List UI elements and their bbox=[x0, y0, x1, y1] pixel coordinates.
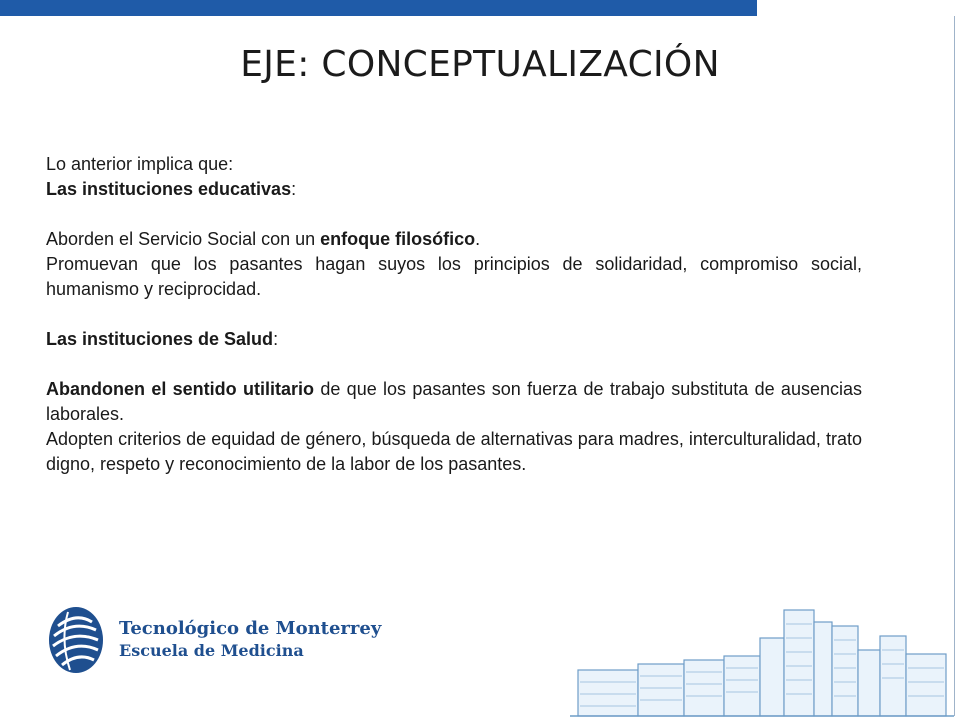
intro-line: Lo anterior implica que: bbox=[46, 154, 234, 174]
logo-school-name: Escuela de Medicina bbox=[119, 641, 304, 660]
p1-pre: Aborden el Servicio Social con un bbox=[46, 229, 321, 249]
paragraph-utilitario bbox=[46, 377, 862, 427]
hospital-buildings-illustration bbox=[570, 596, 954, 720]
paragraph-spacer bbox=[46, 352, 862, 377]
slide-title: EJE: CONCEPTUALIZACIÓN bbox=[240, 44, 720, 85]
paragraph-spacer bbox=[46, 302, 862, 327]
educativas-heading-line bbox=[46, 177, 862, 202]
salud-heading: Las instituciones de Salud bbox=[46, 329, 274, 349]
right-border-rule bbox=[954, 16, 955, 716]
logo-institution-name: Tecnológico de Monterrey bbox=[119, 618, 382, 639]
top-accent-gap bbox=[757, 0, 960, 16]
top-accent-bar bbox=[0, 0, 757, 16]
tec-globe-icon bbox=[48, 604, 110, 676]
tec-logo bbox=[48, 604, 382, 676]
p1-post: . bbox=[475, 229, 481, 249]
paragraph-principios: Promuevan que los pasantes hagan suyos los principios de solidaridad, compromiso social, humanismo y reciprocidad. bbox=[46, 254, 862, 299]
paragraph-spacer bbox=[46, 202, 862, 227]
p3-rest: de que los pasantes son fuerza de trabajo substituta de ausencias laborales. bbox=[46, 379, 862, 424]
p3-bold: Abandonen el sentido utilitario bbox=[46, 379, 314, 399]
salud-heading-line bbox=[46, 327, 862, 352]
educativas-heading: Las instituciones educativas bbox=[46, 179, 292, 199]
paragraph-equidad: Adopten criterios de equidad de género, búsqueda de alternativas para madres, interculturalidad, trato digno, respeto y reconocimiento de la labor de los pasantes. bbox=[46, 429, 862, 474]
salud-colon: : bbox=[273, 329, 279, 349]
slide-body bbox=[46, 152, 862, 477]
p1-bold: enfoque filosófico bbox=[320, 229, 476, 249]
educativas-colon: : bbox=[291, 179, 297, 199]
paragraph-enfoque bbox=[46, 227, 862, 252]
